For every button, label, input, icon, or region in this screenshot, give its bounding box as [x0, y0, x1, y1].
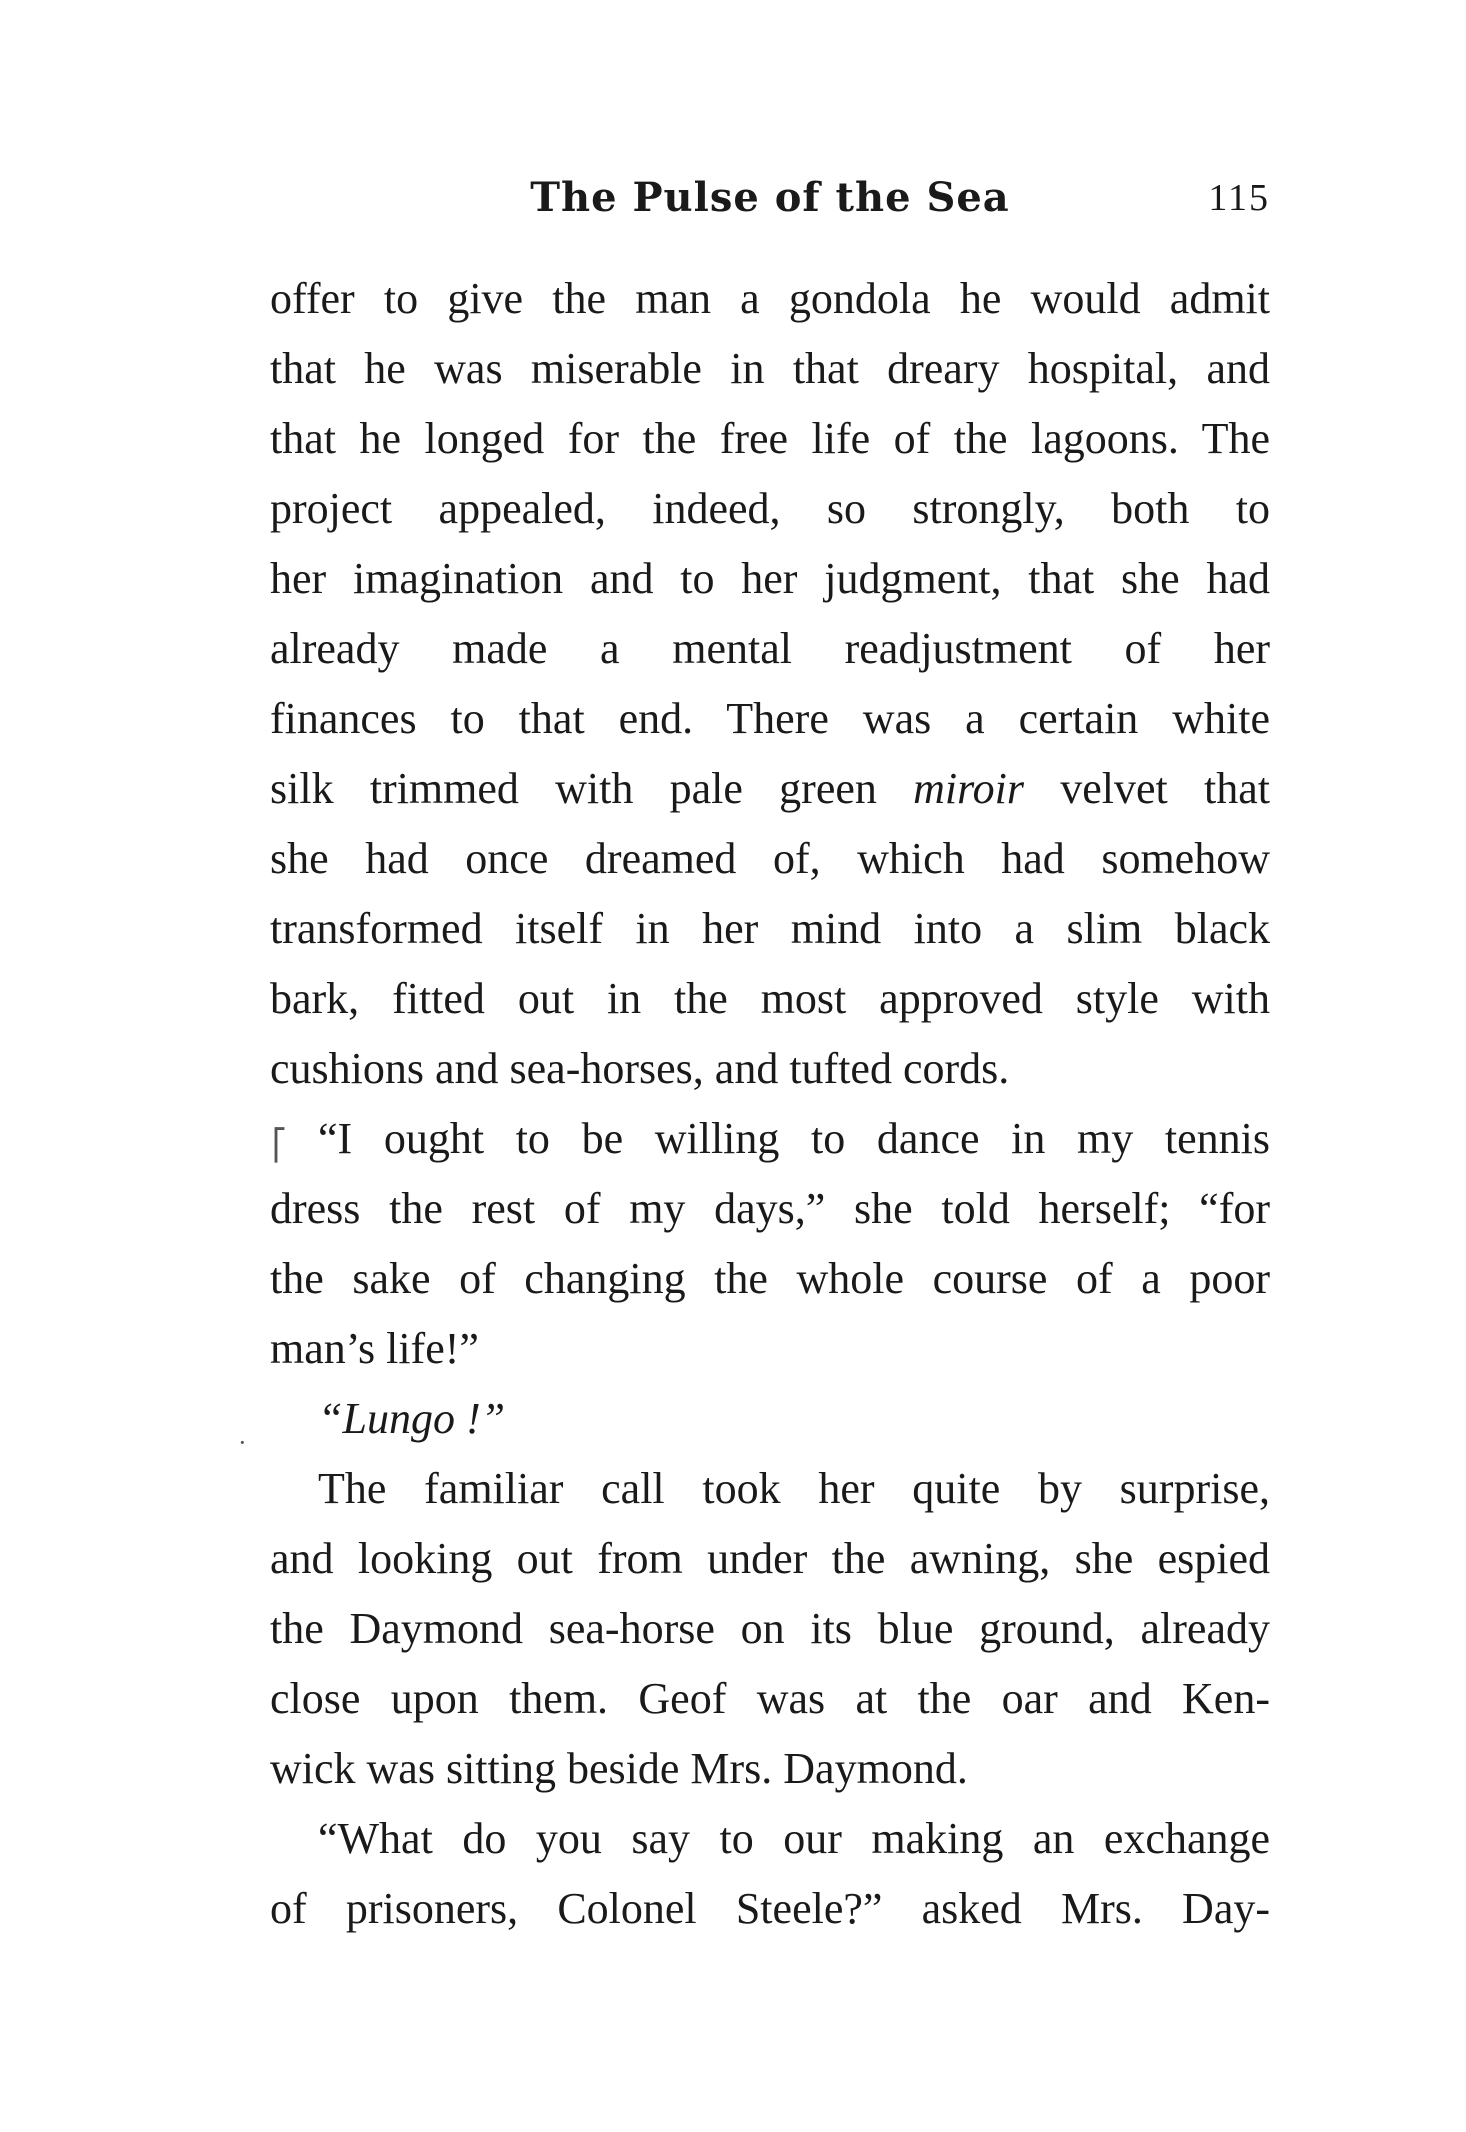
page-number: 115	[1208, 177, 1270, 219]
text-line-23: “What do you say to our making an exchange	[318, 1814, 1270, 1863]
running-head	[270, 168, 1270, 228]
margin-dot-mark: ·	[238, 1428, 247, 1457]
text-line-22: wick was sitting beside Mrs. Daymond.	[270, 1744, 968, 1793]
text-line-9: she had once dreamed of, which had somehow	[270, 834, 1270, 883]
text-line-15: the sake of changing the whole course of a poor	[270, 1254, 1270, 1303]
text-line-8	[270, 754, 1270, 824]
text-line-18: The familiar call took her quite by surprise,	[318, 1464, 1270, 1513]
running-title: The Pulse of the Sea	[530, 174, 1010, 221]
text-line-2: that he was miserable in that dreary hospital, and	[270, 344, 1270, 393]
text-line-8-end: velvet that	[1060, 764, 1271, 813]
text-line-16: man’s life!”	[270, 1324, 479, 1373]
text-line-11: bark, fitted out in the most approved style with	[270, 974, 1270, 1023]
text-line-19: and looking out from under the awning, she espied	[270, 1534, 1270, 1583]
text-line-4: project appealed, indeed, so strongly, both to	[270, 484, 1270, 533]
text-line-13: “I ought to be willing to dance in my tennis	[318, 1114, 1270, 1163]
italic-word-miroir: miroir	[913, 764, 1024, 813]
text-line-20: the Daymond sea-horse on its blue ground, already	[270, 1604, 1270, 1653]
text-line-8-start: silk trimmed with pale green	[270, 764, 877, 813]
text-line-24: of prisoners, Colonel Steele?” asked Mrs. Day-	[270, 1884, 1270, 1933]
text-line-14: dress the rest of my days,” she told herself; “for	[270, 1184, 1270, 1233]
text-line-12: cushions and sea-horses, and tufted cords.	[270, 1044, 1010, 1093]
text-line-5: her imagination and to her judgment, that she had	[270, 554, 1270, 603]
margin-bracket-mark: ⎡	[272, 1129, 287, 1162]
text-line-7: finances to that end. There was a certain white	[270, 694, 1270, 743]
body-text	[270, 264, 1270, 1944]
text-line-21: close upon them. Geof was at the oar and Ken-	[270, 1674, 1270, 1723]
text-line-1: offer to give the man a gondola he would admit	[270, 274, 1270, 323]
text-line-3: that he longed for the free life of the lagoons. The	[270, 414, 1270, 463]
text-line-17: “Lungo !”	[318, 1394, 506, 1443]
text-line-10: transformed itself in her mind into a slim black	[270, 904, 1270, 953]
text-line-6: already made a mental readjustment of her	[270, 624, 1270, 673]
